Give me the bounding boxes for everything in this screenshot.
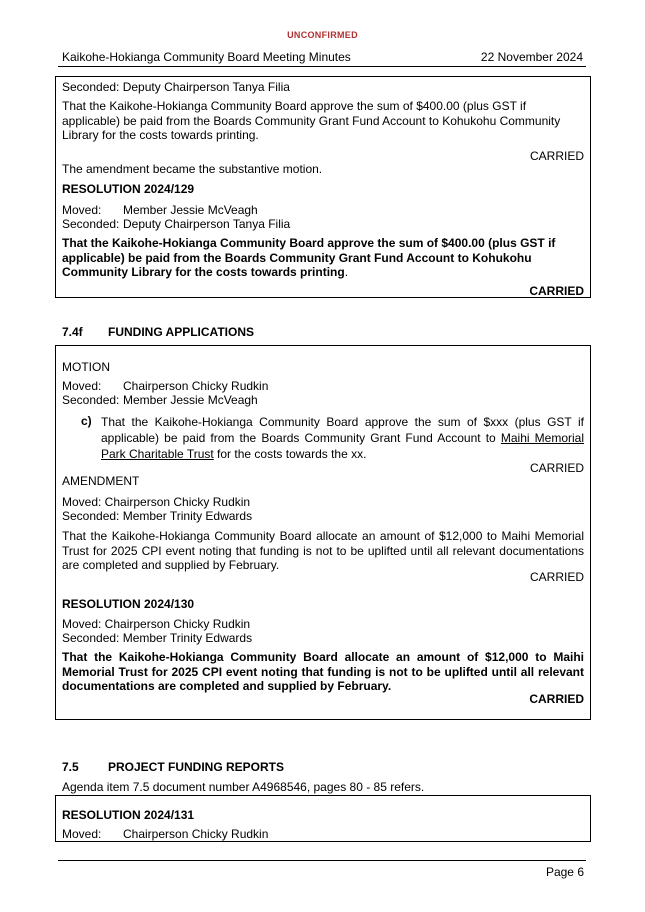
footer-divider: [58, 860, 586, 861]
meeting-date: 22 November 2024: [480, 50, 583, 64]
section-number: 7.5: [62, 760, 79, 774]
motion-text: That the Kaikohe-Hokianga Community Board approve the sum of $400.00 (plus GST if applicable) be paid from the Boards Community Grant Fund Account to Kohukohu Community Library for the costs towards printing.: [62, 99, 561, 142]
carried-label: CARRIED: [529, 149, 584, 163]
unconfirmed-stamp: UNCONFIRMED: [287, 30, 358, 40]
res-seconded: Seconded: Member Trinity Edwards: [62, 631, 253, 645]
resolution-text-main: That the Kaikohe-Hokianga Community Board approve the sum of $400.00 (plus GST if applicable) be paid from the Boards Community Grant Fund Account to Kohukohu Community Library for the costs towards printing: [62, 236, 556, 279]
section-heading-7-5: [62, 760, 284, 774]
resolution-carried: CARRIED: [529, 692, 584, 706]
moved-label: Moved:: [62, 827, 102, 841]
carried-label: CARRIED: [529, 461, 584, 475]
section-title: FUNDING APPLICATIONS: [108, 325, 254, 339]
seconded-line: Seconded: Deputy Chairperson Tanya Filia: [62, 80, 290, 94]
item-letter: c): [81, 414, 92, 428]
moved-label: Moved:: [62, 379, 102, 393]
seconded-line: [62, 393, 258, 407]
motion-item-c: [101, 414, 584, 462]
section-number: 7.4f: [62, 325, 83, 339]
seconded-label: Seconded:: [62, 393, 120, 407]
resolution-carried: CARRIED: [529, 284, 584, 298]
resolution-text-end: .: [344, 265, 349, 279]
moved-value: Chairperson Chicky Rudkin: [123, 827, 269, 841]
item-text-before: That the Kaikohe-Hokianga Community Board approve the sum of $xxx (plus GST if applicable) be paid from the Boards Community Grant Fund Account to: [101, 415, 584, 445]
moved-line: [62, 827, 268, 841]
moved-value: Member Jessie McVeagh: [123, 203, 258, 217]
resolution-title: RESOLUTION 2024/130: [62, 597, 195, 611]
header-divider: [58, 66, 586, 67]
section-heading-7-4f: [62, 325, 254, 339]
resolution-text: That the Kaikohe-Hokianga Community Board allocate an amount of $12,000 to Maihi Memorial Trust for 2025 CPI event noting that funding is not to be uplifted until all relevant documentations are completed and supplied by February.: [62, 650, 584, 693]
carried-label-2: CARRIED: [529, 570, 584, 584]
motion-label: MOTION: [62, 360, 110, 374]
agenda-note: Agenda item 7.5 document number A4968546, pages 80 - 85 refers.: [62, 780, 425, 794]
section-title: PROJECT FUNDING REPORTS: [108, 760, 285, 774]
seconded-label: Seconded:: [62, 217, 120, 231]
amend-seconded: Seconded: Member Trinity Edwards: [62, 509, 253, 523]
resolution-title: RESOLUTION 2024/131: [62, 808, 195, 822]
amendment-label: AMENDMENT: [62, 474, 140, 488]
moved-line: [62, 379, 268, 393]
seconded-value: Deputy Chairperson Tanya Filia: [123, 217, 291, 231]
res-moved: Moved: Chairperson Chicky Rudkin: [62, 617, 251, 631]
document-title: Kaikohe-Hokianga Community Board Meeting Minutes: [62, 50, 351, 64]
page-number: Page 6: [545, 865, 584, 879]
amendment-note: The amendment became the substantive motion.: [62, 162, 323, 176]
resolution-text: [62, 236, 584, 280]
resolution-title: RESOLUTION 2024/129: [62, 182, 195, 196]
item-text-after: for the costs towards the xx.: [213, 447, 367, 461]
amendment-text: That the Kaikohe-Hokianga Community Board allocate an amount of $12,000 to Maihi Memorial Trust for 2025 CPI event noting that funding is not to be uplifted until all relevant documentations are completed and supplied by February.: [62, 529, 584, 572]
seconded-line-2: [62, 217, 290, 231]
moved-value: Chairperson Chicky Rudkin: [123, 379, 269, 393]
seconded-value: Member Jessie McVeagh: [123, 393, 258, 407]
moved-label: Moved:: [62, 203, 102, 217]
amend-moved: Moved: Chairperson Chicky Rudkin: [62, 495, 251, 509]
moved-line: [62, 203, 258, 217]
trust-link[interactable]: Maihi Memorial Park Charitable Trust: [101, 431, 584, 461]
